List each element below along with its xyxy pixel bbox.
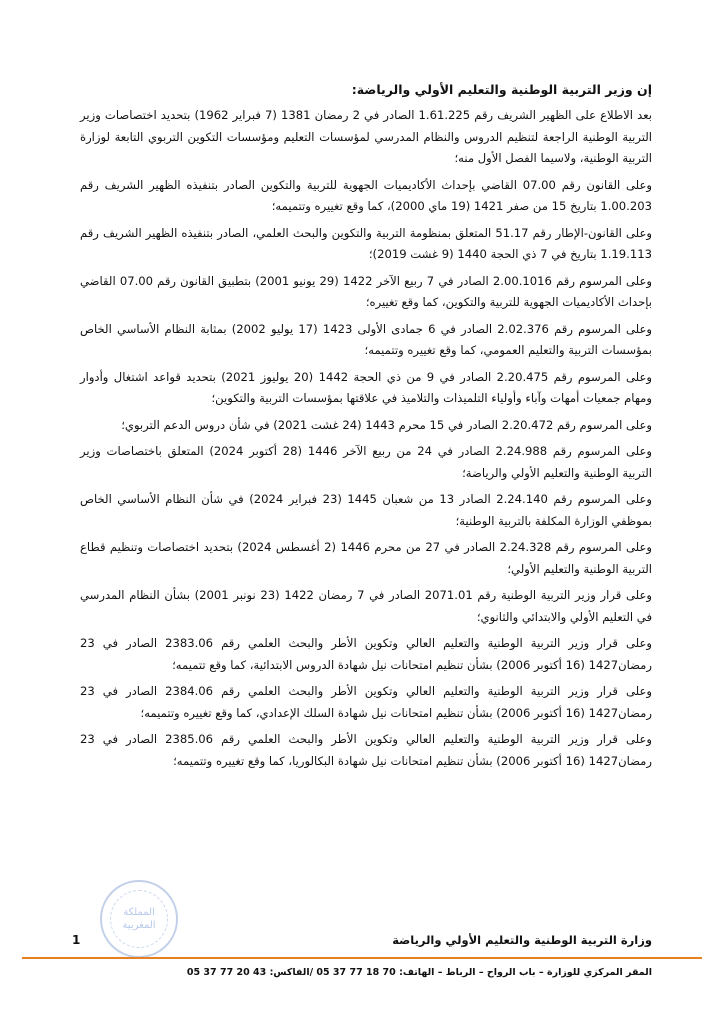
official-stamp bbox=[100, 880, 178, 958]
stamp-text-line-2: المغربية bbox=[122, 920, 156, 931]
paragraph-6: وعلى المرسوم رقم 2.20.475 الصادر في 9 من ذي الحجة 1442 (20 يوليوز 2021) بتحديد قواعد اشتغال وأدوار ومهام جمعيات أمهات وآباء وأولياء التلميذات والتلاميذ في علاقتها بمؤسسات التربية والتكوين؛ bbox=[80, 369, 652, 405]
stamp-text-line-1: المملكة bbox=[123, 907, 155, 918]
paragraph-10: وعلى المرسوم رقم 2.24.328 الصادر في 27 من محرم 1446 (2 أغسطس 2024) بتحديد اختصاصات وتنظيم قطاع التربية الوطنية والتعليم الأولي؛ bbox=[80, 540, 652, 576]
footer-address: المقر المركزي للوزارة – باب الرواح – الرباط – الهاتف: 70 18 77 37 05 /الفاكس: 43 20 77 37 05 bbox=[186, 967, 652, 978]
paragraph-13: وعلى قرار وزير التربية الوطنية والتعليم العالي وتكوين الأطر والبحث العلمي رقم 2384.06 الصادر في 23 رمضان1427 (16 أكتوبر 2006) بشأن تنظيم امتحانات نيل شهادة السلك الإعدادي، كما وقع تغييره وتتميمه؛ bbox=[80, 684, 652, 720]
footer-divider bbox=[22, 957, 702, 959]
official-stamp-inner bbox=[110, 890, 168, 948]
paragraph-2: وعلى القانون رقم 07.00 القاضي بإحداث الأكاديميات الجهوية للتربية والتكوين الصادر بتنفيذه الظهير الشريف رقم 1.00.203 بتاريخ 15 من صفر 1421 (19 ماي 2000)، كما وقع تغييره وتتميمه؛ bbox=[80, 177, 653, 213]
paragraph-12: وعلى قرار وزير التربية الوطنية والتعليم العالي وتكوين الأطر والبحث العلمي رقم 2383.06 الصادر في 23 رمضان1427 (16 أكتوبر 2006) بشأن تنظيم امتحانات نيل شهادة الدروس الابتدائية، كما وقع تتميمه؛ bbox=[80, 636, 652, 672]
paragraph-4: وعلى المرسوم رقم 2.00.1016 الصادر في 7 ربيع الآخر 1422 (29 يونيو 2001) بتطبيق القانون رقم 07.00 القاضي بإحداث الأكاديميات الجهوية للتربية والتكوين، كما وقع تغييره؛ bbox=[80, 273, 652, 309]
paragraph-14: وعلى قرار وزير التربية الوطنية والتعليم العالي وتكوين الأطر والبحث العلمي رقم 2385.06 الصادر في 23 رمضان1427 (16 أكتوبر 2006) بشأن تنظيم امتحانات نيل شهادة البكالوريا، كما وقع تغييره وتتميمه؛ bbox=[80, 732, 652, 768]
paragraph-5: وعلى المرسوم رقم 2.02.376 الصادر في 6 جمادى الأولى 1423 (17 يوليو 2002) بمثابة النظام الأساسي الخاص بمؤسسات التربية والتعليم العمومي، كما وقع تغييره وتتميمه؛ bbox=[80, 321, 652, 357]
paragraph-8: وعلى المرسوم رقم 2.24.988 الصادر في 24 من ربيع الآخر 1446 (28 أكتوبر 2024) المتعلق باختصاصات وزير التربية الوطنية والتعليم الأولي والرياضة؛ bbox=[80, 444, 652, 480]
paragraph-1: بعد الاطلاع على الظهير الشريف رقم 1.61.225 الصادر في 2 رمضان 1381 (7 فبراير 1962) بتحديد اختصاصات وزير التربية الوطنية الراجعة لتنظيم الدروس والنظام المدرسي لمؤسسات التعليم ومؤسسات التكوين التربوي التابعة لوزارة التربية الوطنية، ولاسيما الفصل الأول منه؛ bbox=[80, 108, 653, 165]
document-heading: إن وزير التربية الوطنية والتعليم الأولي والرياضة: bbox=[351, 82, 652, 97]
page-number: 1 bbox=[72, 933, 81, 947]
document-body bbox=[80, 80, 652, 777]
paragraph-11: وعلى قرار وزير التربية الوطنية رقم 2071.01 الصادر في 7 رمضان 1422 (23 نونبر 2001) بشأن النظام المدرسي في التعليم الأولي والابتدائي والثانوي؛ bbox=[80, 588, 652, 624]
paragraph-3: وعلى القانون-الإطار رقم 51.17 المتعلق بمنظومة التربية والتكوين والبحث العلمي، الصادر بتنفيذه الظهير الشريف رقم 1.19.113 بتاريخ في 7 ذي الحجة 1440 (9 غشت 2019)؛ bbox=[80, 225, 652, 261]
paragraph-7: وعلى المرسوم رقم 2.20.472 الصادر في 15 محرم 1443 (24 غشت 2021) في شأن دروس الدعم التربوي؛ bbox=[121, 417, 652, 432]
footer-ministry-name: وزارة التربية الوطنية والتعليم الأولي والرياضة bbox=[392, 933, 652, 947]
paragraph-9: وعلى المرسوم رقم 2.24.140 الصادر 13 من شعبان 1445 (23 فبراير 2024) في شأن النظام الأساسي الخاص بموظفي الوزارة المكلفة بالتربية الوطنية؛ bbox=[80, 492, 652, 528]
